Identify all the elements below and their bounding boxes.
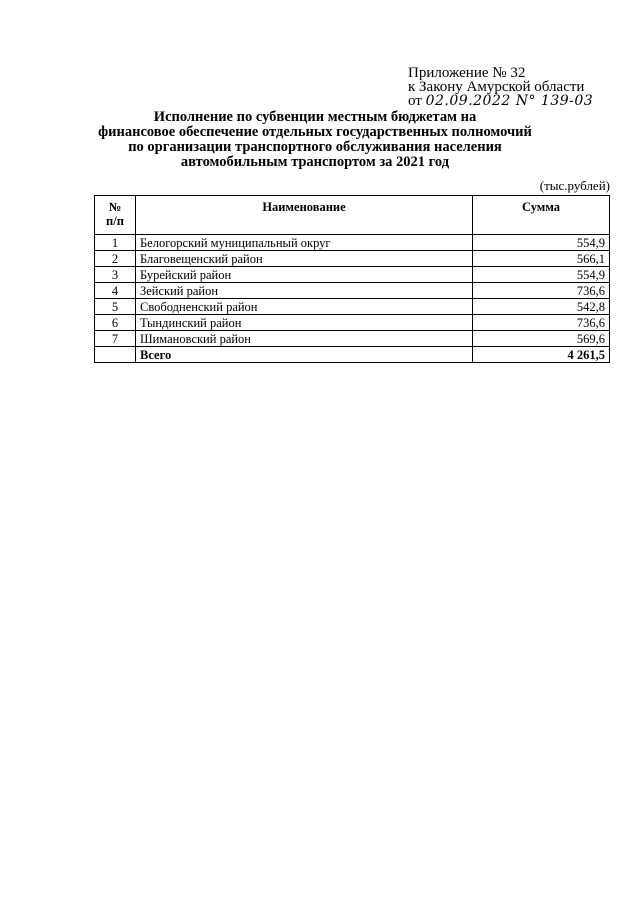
- row-sum: 554,9: [473, 267, 610, 283]
- row-number: 3: [95, 267, 136, 283]
- appendix-law: к Закону Амурской области: [408, 79, 585, 95]
- handwritten-date-number: 02.09.2022 N° 139-03: [425, 93, 594, 109]
- table-row: [95, 251, 610, 267]
- total-sum: 4 261,5: [473, 347, 610, 363]
- header-name: Наименование: [136, 196, 473, 235]
- row-number: 7: [95, 331, 136, 347]
- table-header-row: [95, 196, 610, 235]
- title-line-3: по организации транспортного обслуживания населения: [128, 139, 502, 155]
- table-row: [95, 267, 610, 283]
- appendix-date-line: [408, 94, 593, 108]
- appendix-reference: [408, 66, 593, 108]
- row-sum: 566,1: [473, 251, 610, 267]
- row-number: 4: [95, 283, 136, 299]
- row-name: Свободненский район: [136, 299, 473, 315]
- table-row: [95, 331, 610, 347]
- row-sum: 554,9: [473, 235, 610, 251]
- table-row: [95, 283, 610, 299]
- header-sum: Сумма: [473, 196, 610, 235]
- table-row: [95, 315, 610, 331]
- row-sum: 542,8: [473, 299, 610, 315]
- appendix-date-prefix: от: [408, 93, 422, 109]
- total-row: [95, 347, 610, 363]
- appendix-number: Приложение № 32: [408, 65, 526, 81]
- row-name: Белогорский муниципальный округ: [136, 235, 473, 251]
- row-number: 6: [95, 315, 136, 331]
- row-name: Бурейский район: [136, 267, 473, 283]
- total-label: Всего: [136, 347, 473, 363]
- row-name: Благовещенский район: [136, 251, 473, 267]
- table-row: [95, 299, 610, 315]
- row-sum: 736,6: [473, 315, 610, 331]
- title-line-4: автомобильным транспортом за 2021 год: [180, 154, 450, 170]
- row-name: Шимановский район: [136, 331, 473, 347]
- table-row: [95, 235, 610, 251]
- row-number: 2: [95, 251, 136, 267]
- total-number-cell: [95, 347, 136, 363]
- row-number: 1: [95, 235, 136, 251]
- row-name: Тындинский район: [136, 315, 473, 331]
- row-sum: 569,6: [473, 331, 610, 347]
- document-title: [80, 110, 550, 170]
- title-line-1: Исполнение по субвенции местным бюджетам на: [153, 109, 477, 125]
- title-line-2: финансовое обеспечение отдельных государственных полномочий: [98, 124, 532, 140]
- header-number-abbr: п/п: [106, 214, 124, 228]
- header-number-symbol: №: [108, 200, 122, 214]
- row-number: 5: [95, 299, 136, 315]
- row-sum: 736,6: [473, 283, 610, 299]
- header-number: [95, 196, 136, 235]
- row-name: Зейский район: [136, 283, 473, 299]
- subvention-table: [94, 195, 610, 363]
- units-note: (тыс.рублей): [539, 178, 610, 193]
